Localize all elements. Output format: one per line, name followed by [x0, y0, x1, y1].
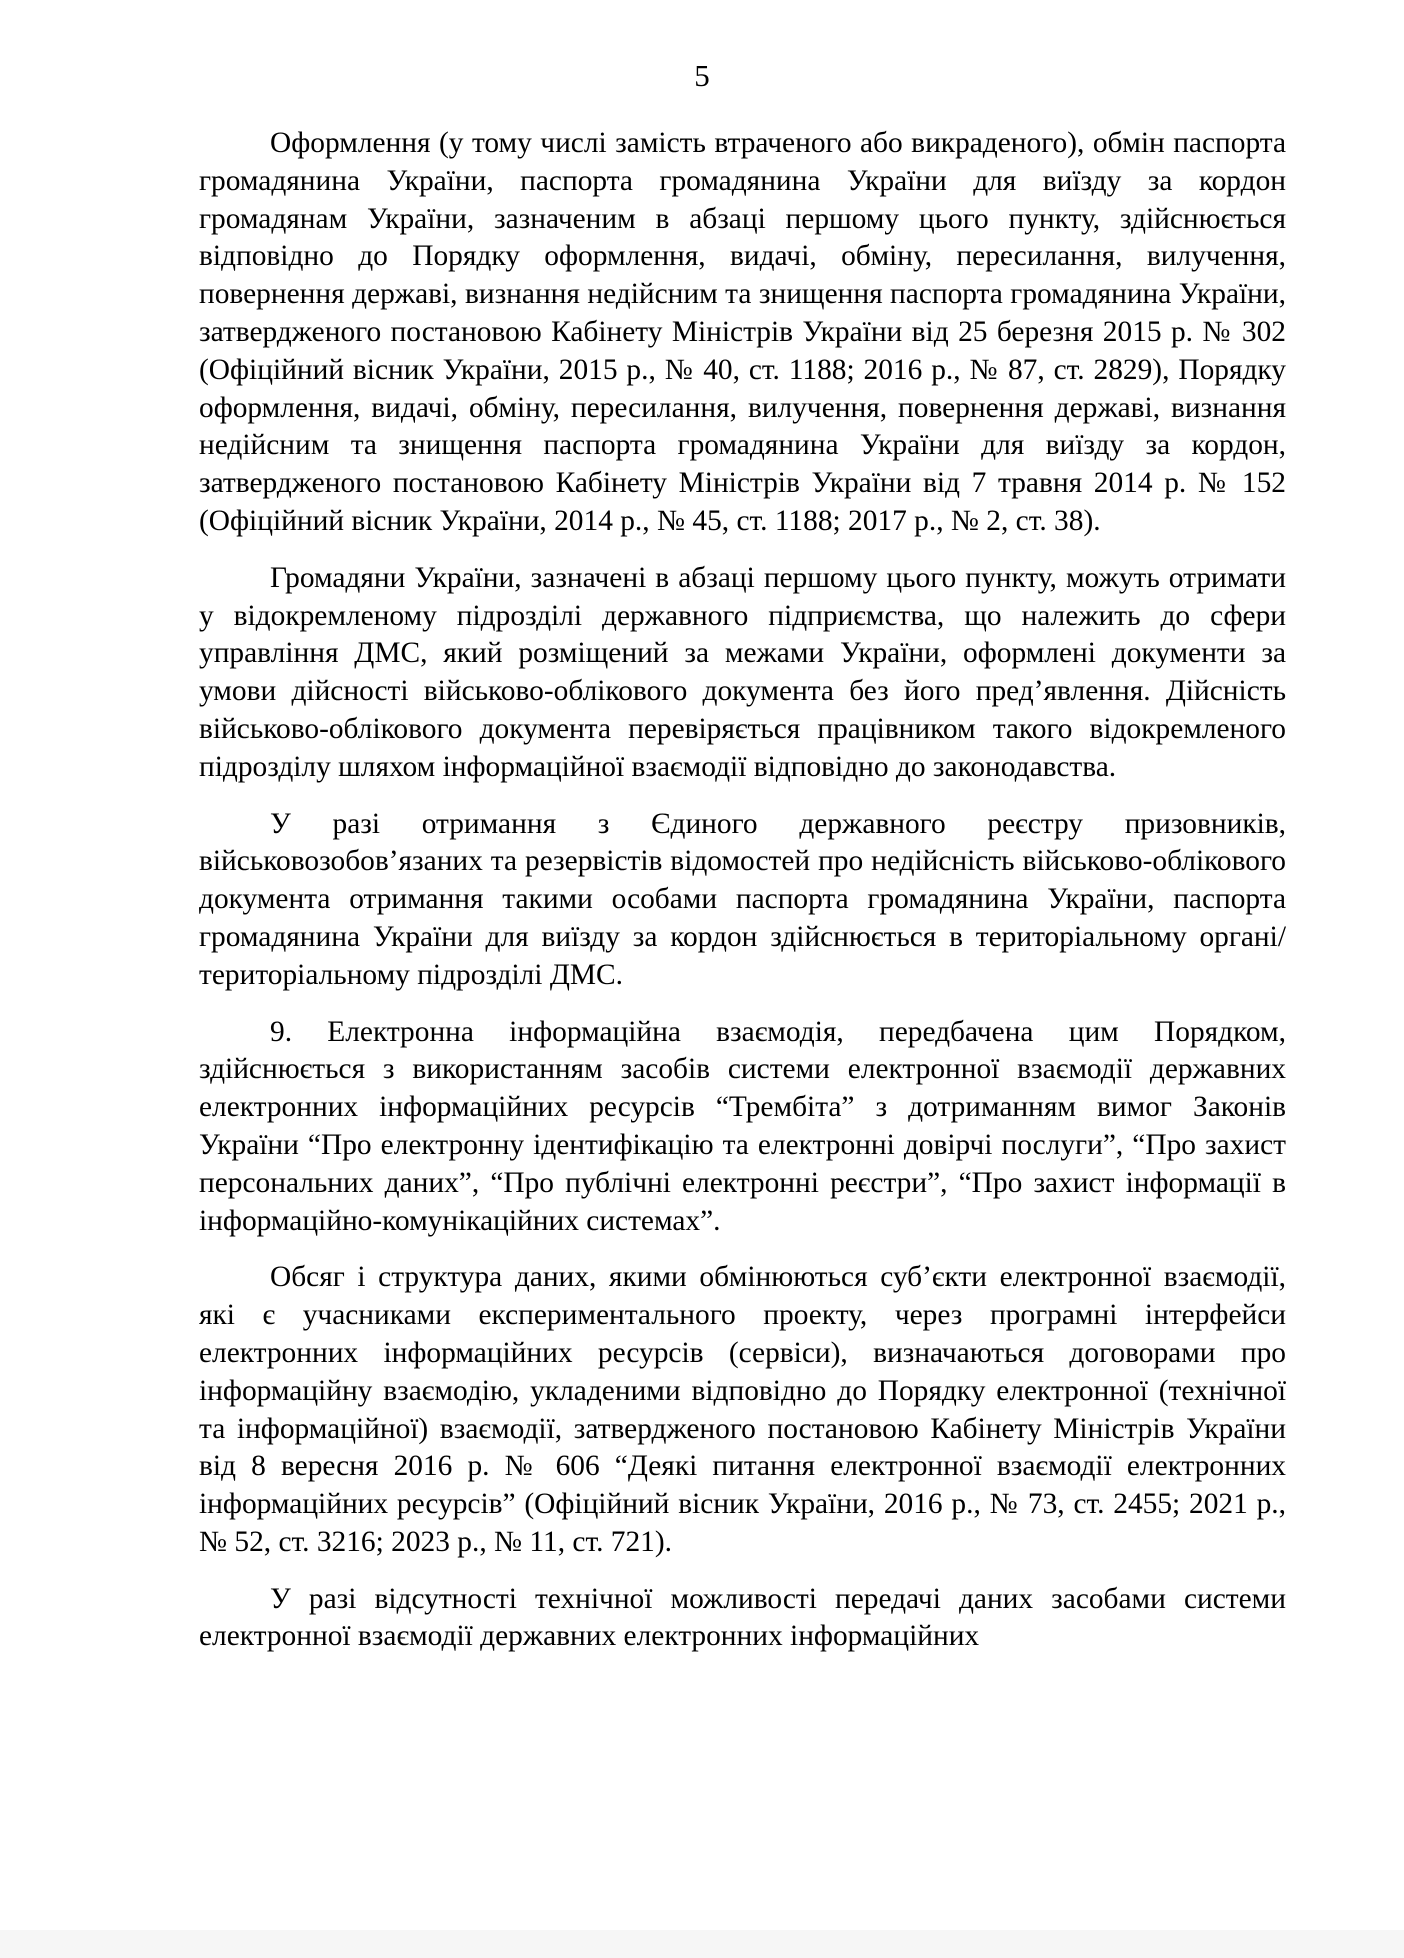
- paragraph-item-9-electronic-interaction: 9. Електронна інформаційна взаємодія, передбачена цим Порядком, здійснюється з використанням засобів системи електронної взаємодії державних електронних інформаційних ресурсів “Трембіта” з дотриманням вимог Законів України “Про електронну ідентифікацію та електронні довірчі послуги”, “Про захист персональних даних”, “Про публічні електронні реєстри”, “Про захист інформації в інформаційно-комунікаційних системах”.: [199, 1015, 1286, 1237]
- paragraph-technical-unavailability: У разі відсутності технічної можливості передачі даних засобами системи електронної взаємодії державних електронних інформаційних: [199, 1582, 1286, 1653]
- page-bottom-edge: [0, 1930, 1404, 1958]
- paragraph-invalid-military-document: У разі отримання з Єдиного державного реєстру призовників, військовозобов’язаних та резервістів відомостей про недійсність військово-облікового документа отримання такими особами паспорта громадянина України, паспорта громадянина України для виїзду за кордон здійснюється в територіальному органі/територіальному підрозділі ДМС.: [199, 807, 1286, 991]
- paragraph-passport-issuance: Оформлення (у тому числі замість втраченого або викраденого), обмін паспорта громадянина України, паспорта громадянина України для виїзду за кордон громадянам України, зазначеним в абзаці першому цього пункту, здійснюється відповідно до Порядку оформлення, видачі, обміну, пересилання, вилучення, повернення державі, визнання недійсним та знищення паспорта громадянина України, затвердженого постановою Кабінету Міністрів України від 25 березня 2015 р. № 302 (Офіційний вісник України, 2015 р., № 40, ст. 1188; 2016 р., № 87, ст. 2829), Порядку оформлення, видачі, обміну, пересилання, вилучення, повернення державі, визнання недійсним та знищення паспорта громадянина України для виїзду за кордон, затвердженого постановою Кабінету Міністрів України від 7 травня 2014 р. № 152 (Офіційний вісник України, 2014 р., № 45, ст. 1188; 2017 р., № 2, ст. 38).: [199, 127, 1286, 537]
- page-number: 5: [694, 58, 710, 93]
- paragraph-documents-abroad: Громадяни України, зазначені в абзаці першому цього пункту, можуть отримати у відокремленому підрозділі державного підприємства, що належить до сфери управління ДМС, який розміщений за межами України, оформлені документи за умови дійсності військово-облікового документа без його пред’явлення. Дійсність військово-облікового документа перевіряється працівником такого відокремленого підрозділу шляхом інформаційної взаємодії відповідно до законодавства.: [199, 561, 1286, 783]
- paragraph-data-scope: Обсяг і структура даних, якими обмінюються суб’єкти електронної взаємодії, які є учасниками експериментального проекту, через програмні інтерфейси електронних інформаційних ресурсів (сервіси), визначаються договорами про інформаційну взаємодію, укладеними відповідно до Порядку електронної (технічної та інформаційної) взаємодії, затвердженого постановою Кабінету Міністрів України від 8 вересня 2016 р. № 606 “Деякі питання електронної взаємодії електронних інформаційних ресурсів” (Офіційний вісник України, 2016 р., № 73, ст. 2455; 2021 р., № 52, ст. 3216; 2023 р., № 11, ст. 721).: [199, 1261, 1286, 1558]
- document-body: [199, 125, 1286, 1675]
